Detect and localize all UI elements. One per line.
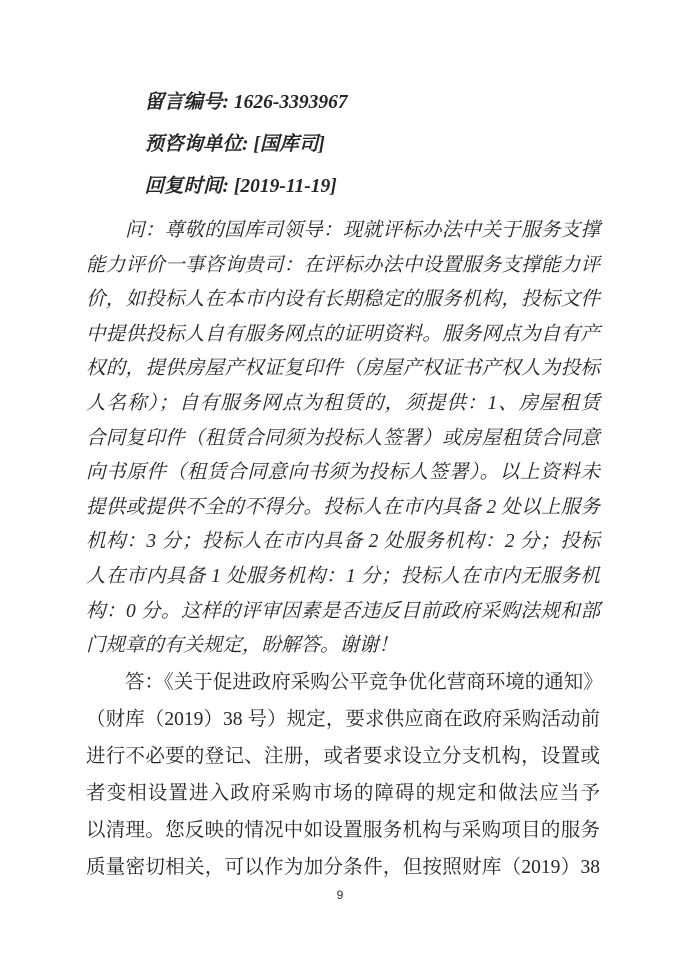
question-line: 合同复印件（租赁合同须为投标人签署）或房屋租赁合同意 [86,427,600,449]
question-line: 人在市内具备 1 处服务机构：1 分；投标人在市内无服务机 [86,565,600,587]
page-number: 9 [336,888,344,902]
question-line: 门规章的有关规定，盼解答。谢谢！ [86,635,399,657]
question-line: 提供或提供不全的不得分。投标人在市内具备 2 处以上服务 [86,496,600,518]
answer-line: （财库（2019）38 号）规定，要求供应商在政府采购活动前 [86,708,600,730]
answer-line: 答：《关于促进政府采购公平竞争优化营商环境的通知》 [125,671,603,693]
answer-paragraph [86,664,603,886]
answer-line: 以清理。您反映的情况中如设置服务机构与采购项目的服务 [86,819,600,841]
meta-line: 留言编号: 1626-3393967 [144,92,348,113]
question-line: 价，如投标人在本市内设有长期稳定的服务机构，投标文件 [86,289,600,311]
meta-line: 预咨询单位: [国库司] [144,134,325,155]
answer-line: 质量密切相关，可以作为加分条件，但按照财库（2019）38 [86,856,600,878]
answer-line: 进行不必要的登记、注册，或者要求设立分支机构，设置或 [86,745,600,767]
question-line: 问：尊敬的国库司领导：现就评标办法中关于服务支撑 [125,220,600,241]
question-paragraph [86,214,600,664]
question-line: 中提供投标人自有服务网点的证明资料。服务网点为自有产 [86,323,600,345]
question-line: 构：0 分。这样的评审因素是否违反目前政府采购法规和部 [86,600,600,622]
answer-line: 者变相设置进入政府采购市场的障碍的规定和做法应当予 [86,782,600,804]
question-line: 人名称）；自有服务网点为租赁的，须提供：1、房屋租赁 [86,392,600,414]
message-meta-section [86,82,600,208]
meta-line: 回复时间: [2019-11-19] [144,176,337,197]
question-line: 能力评价一事咨询贵司：在评标办法中设置服务支撑能力评 [86,254,600,276]
question-line: 机构：3 分；投标人在市内具备 2 处服务机构：2 分；投标 [86,531,600,553]
question-line: 向书原件（租赁合同意向书须为投标人签署）。以上资料未 [86,462,600,484]
question-line: 权的，提供房屋产权证复印件（房屋产权证书产权人为投标 [86,358,600,380]
document-content [86,82,603,886]
